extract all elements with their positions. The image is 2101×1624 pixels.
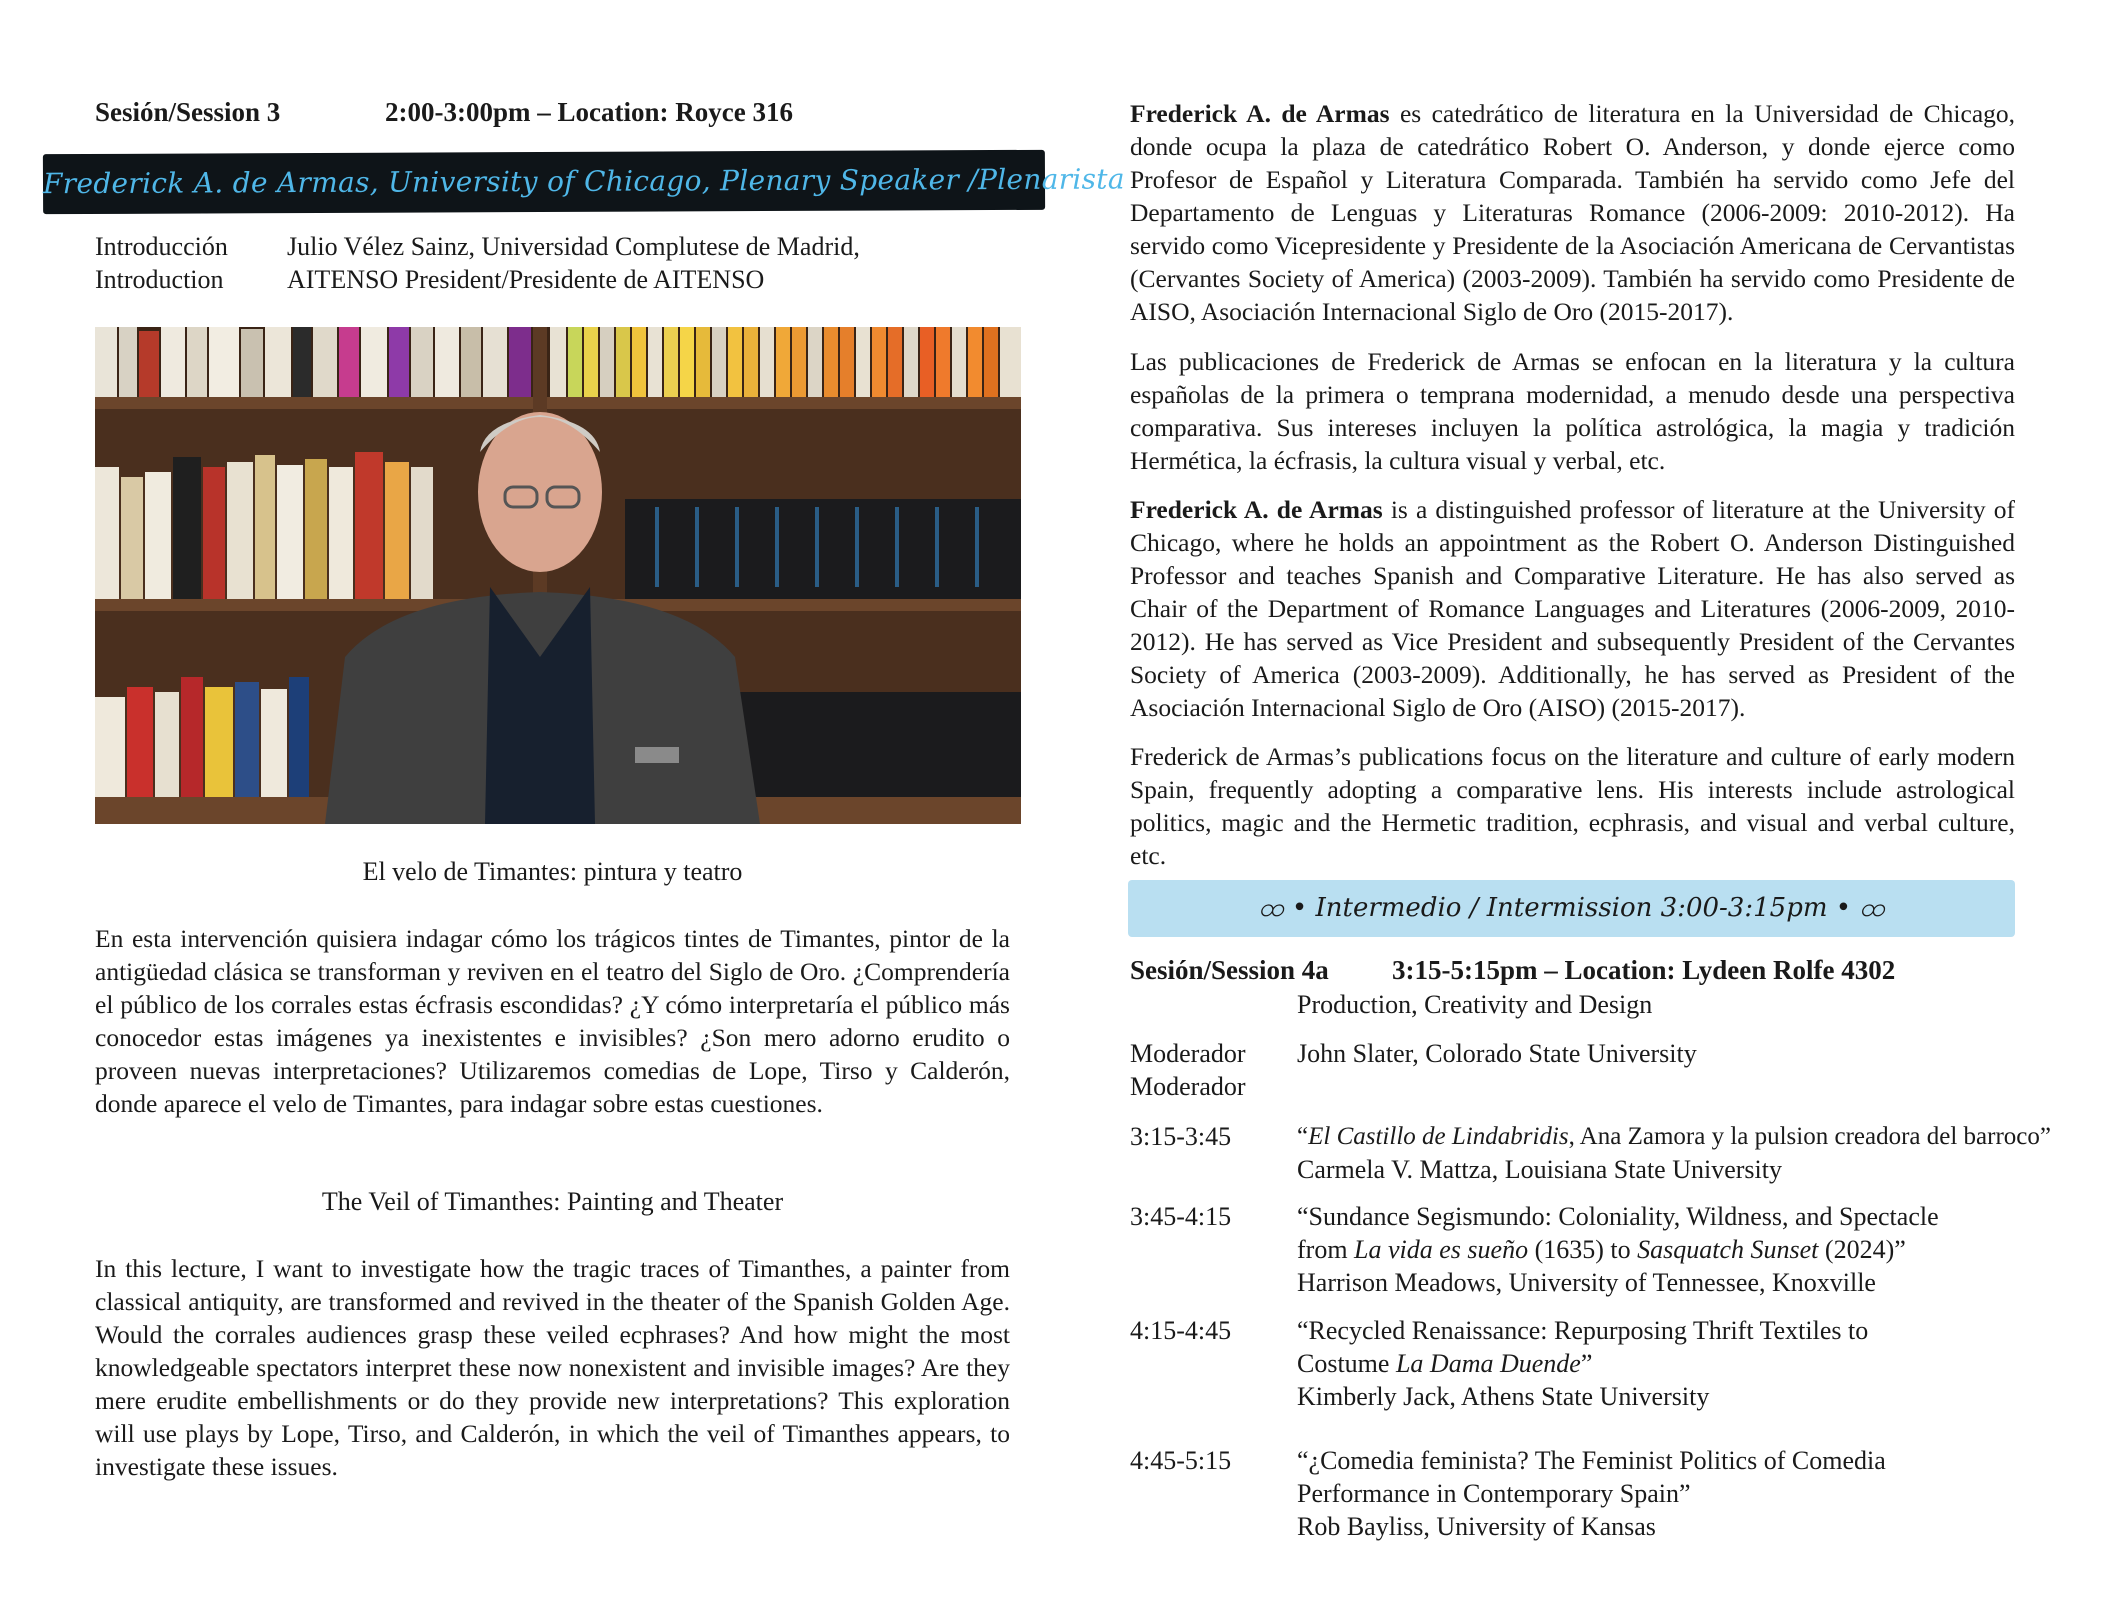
talk-speaker: Carmela V. Mattza, Louisiana State University: [1297, 1155, 1782, 1184]
talk-title-line-2: Performance in Contemporary Spain”: [1297, 1479, 1691, 1508]
lecture-title-en: The Veil of Timanthes: Painting and Theater: [321, 1187, 784, 1216]
abstract-es: En esta intervención quisiera indagar cómo los trágicos tintes de Timantes, pintor de la antigüedad clásica se transforman y reviven en el teatro del Siglo de Oro. ¿Comprendería el público de los corrales estas écfrasis escondidas? ¿Y cómo interpretaría el público más conocedor estas imágenes ya inexistentes e invisibles? ¿Son mero adorno erudito o proveen nuevas interpretaciones? Utilizaremos comedias de Lope, Tirso y Calderón, donde aparece el velo de Timantes, para indagar sobre estas cuestiones.: [95, 924, 1010, 1118]
talk-title-line-1: “Sundance Segismundo: Coloniality, Wildness, and Spectacle: [1297, 1202, 1939, 1231]
moderator-label-1: Moderador: [1130, 1039, 1246, 1068]
session-time-location: 2:00-3:00pm – Location: Royce 316: [385, 97, 793, 127]
talk-time: 4:45-5:15: [1130, 1446, 1232, 1475]
plenary-speaker-banner: Frederick A. de Armas, University of Chicago, Plenary Speaker /Plenarista: [43, 150, 1045, 214]
talk-time: 4:15-4:45: [1130, 1316, 1232, 1345]
session-label: Sesión/Session 3: [95, 97, 281, 127]
session-4a-title: Production, Creativity and Design: [1297, 990, 1653, 1019]
talk-title-line-1: “¿Comedia feminista? The Feminist Politics of Comedia: [1297, 1446, 1886, 1475]
session-4a-time-location: 3:15-5:15pm – Location: Lydeen Rolfe 4302: [1392, 955, 1896, 985]
talk-title: “El Castillo de Lindabridis, Ana Zamora y la pulsion creadora del barroco”: [1297, 1123, 2051, 1150]
abstract-en: In this lecture, I want to investigate how the tragic traces of Timanthes, a painter from classical antiquity, are transformed and revived in the theater of the Spanish Golden Age. Would the corrales audiences grasp these veiled ecphrases? And how might the most knowledgeable spectators interpret these now nonexistent and invisible images? Are they mere erudite embellishments or do they provide new interpretations? This exploration will use plays by Lope, Tirso, and Calderón, in which the veil of Timanthes appears, to investigate these issues.: [95, 1254, 1010, 1481]
bio-name-en: Frederick A. de Armas: [1130, 495, 1383, 524]
talk-speaker: Harrison Meadows, University of Tennessee, Knoxville: [1297, 1268, 1876, 1297]
talk-title-line-2: Costume La Dama Duende”: [1297, 1349, 1593, 1378]
bio-es-1-text: es catedrático de literatura en la Universidad de Chicago, donde ocupa la plaza de catedrático Robert O. Anderson, y donde ejerce como Profesor de Español y Literatura Comparada. También ha servido como Jefe del Departamento de Lenguas y Literaturas Romance (2006-2009: 2010-2012). Ha servido como Vicepresidente y Presidente de la Asociación Americana de Cervantistas (Cervantes Society of America) (2003-2009). También ha servido como Presidente de AISO, Asociación Internacional Siglo de Oro (2015-2017).: [1130, 99, 2016, 326]
talk-title-line-1: “Recycled Renaissance: Repurposing Thrift Textiles to: [1297, 1316, 1869, 1345]
bio-en-1: [1130, 493, 2015, 724]
session-4a-label: Sesión/Session 4a: [1130, 955, 1329, 985]
talk-time: 3:45-4:15: [1130, 1202, 1232, 1231]
talk-speaker: Rob Bayliss, University of Kansas: [1297, 1512, 1656, 1541]
intro-label-en: Introduction: [95, 265, 224, 294]
intermission-banner: ထ • Intermedio / Intermission 3:00-3:15pm • ထ: [1128, 880, 2015, 937]
intro-label-es: Introducción: [95, 232, 228, 261]
talk-row: [1130, 1120, 2051, 1190]
moderator-name: John Slater, Colorado State University: [1297, 1039, 1697, 1068]
speaker-photo: [95, 327, 1021, 824]
moderator-row: [1130, 1037, 2015, 1107]
intro-line-1: Julio Vélez Sainz, Universidad Complutese de Madrid,: [287, 232, 860, 261]
bio-en-1-text: is a distinguished professor of literature at the University of Chicago, where he holds an appointment as the Robert O. Anderson Distinguished Professor and teaches Spanish and Comparative Literature. He has also served as Chair of the Department of Romance Languages and Literatures (2006-2009, 2010-2012). He has served as Vice President and subsequently President of the Cervantes Society of America (2003-2009). Additionally, he has served as President of the Asociación Internacional Siglo de Oro (AISO) (2015-2017).: [1130, 495, 2015, 722]
talk-row: [1130, 1200, 2030, 1300]
bio-es-1: [1130, 97, 2015, 328]
talk-speaker: Kimberly Jack, Athens State University: [1297, 1382, 1710, 1411]
lecture-title-es: El velo de Timantes: pintura y teatro: [362, 857, 743, 886]
talk-time: 3:15-3:45: [1130, 1122, 1232, 1151]
talk-title-line-2: from La vida es sueño (1635) to Sasquatch Sunset (2024)”: [1297, 1235, 1906, 1264]
bio-name: Frederick A. de Armas: [1130, 99, 1390, 128]
intro-line-2: AITENSO President/Presidente de AITENSO: [287, 265, 765, 294]
talk-row: [1130, 1444, 2030, 1544]
session-4a-title-row: [1130, 988, 2015, 1028]
bio-es-2: Las publicaciones de Frederick de Armas se enfocan en la literatura y la cultura españolas de la primera o temprana modernidad, a menudo desde una perspectiva comparativa. Sus intereses incluyen la política astrológica, la magia y tradición Hermética, la écfrasis, la cultura visual y verbal, etc.: [1130, 347, 2015, 475]
moderator-label-2: Moderador: [1130, 1072, 1246, 1101]
talk-row: [1130, 1314, 2030, 1414]
session-4a-heading: [1130, 955, 1896, 986]
session-3-heading: [95, 97, 793, 128]
bio-en-2: Frederick de Armas’s publications focus on the literature and culture of early modern Spain, frequently adopting a comparative lens. His interests include astrological politics, magic and the Hermetic tradition, ecphrasis, and visual and verbal culture, etc.: [1130, 742, 2015, 870]
